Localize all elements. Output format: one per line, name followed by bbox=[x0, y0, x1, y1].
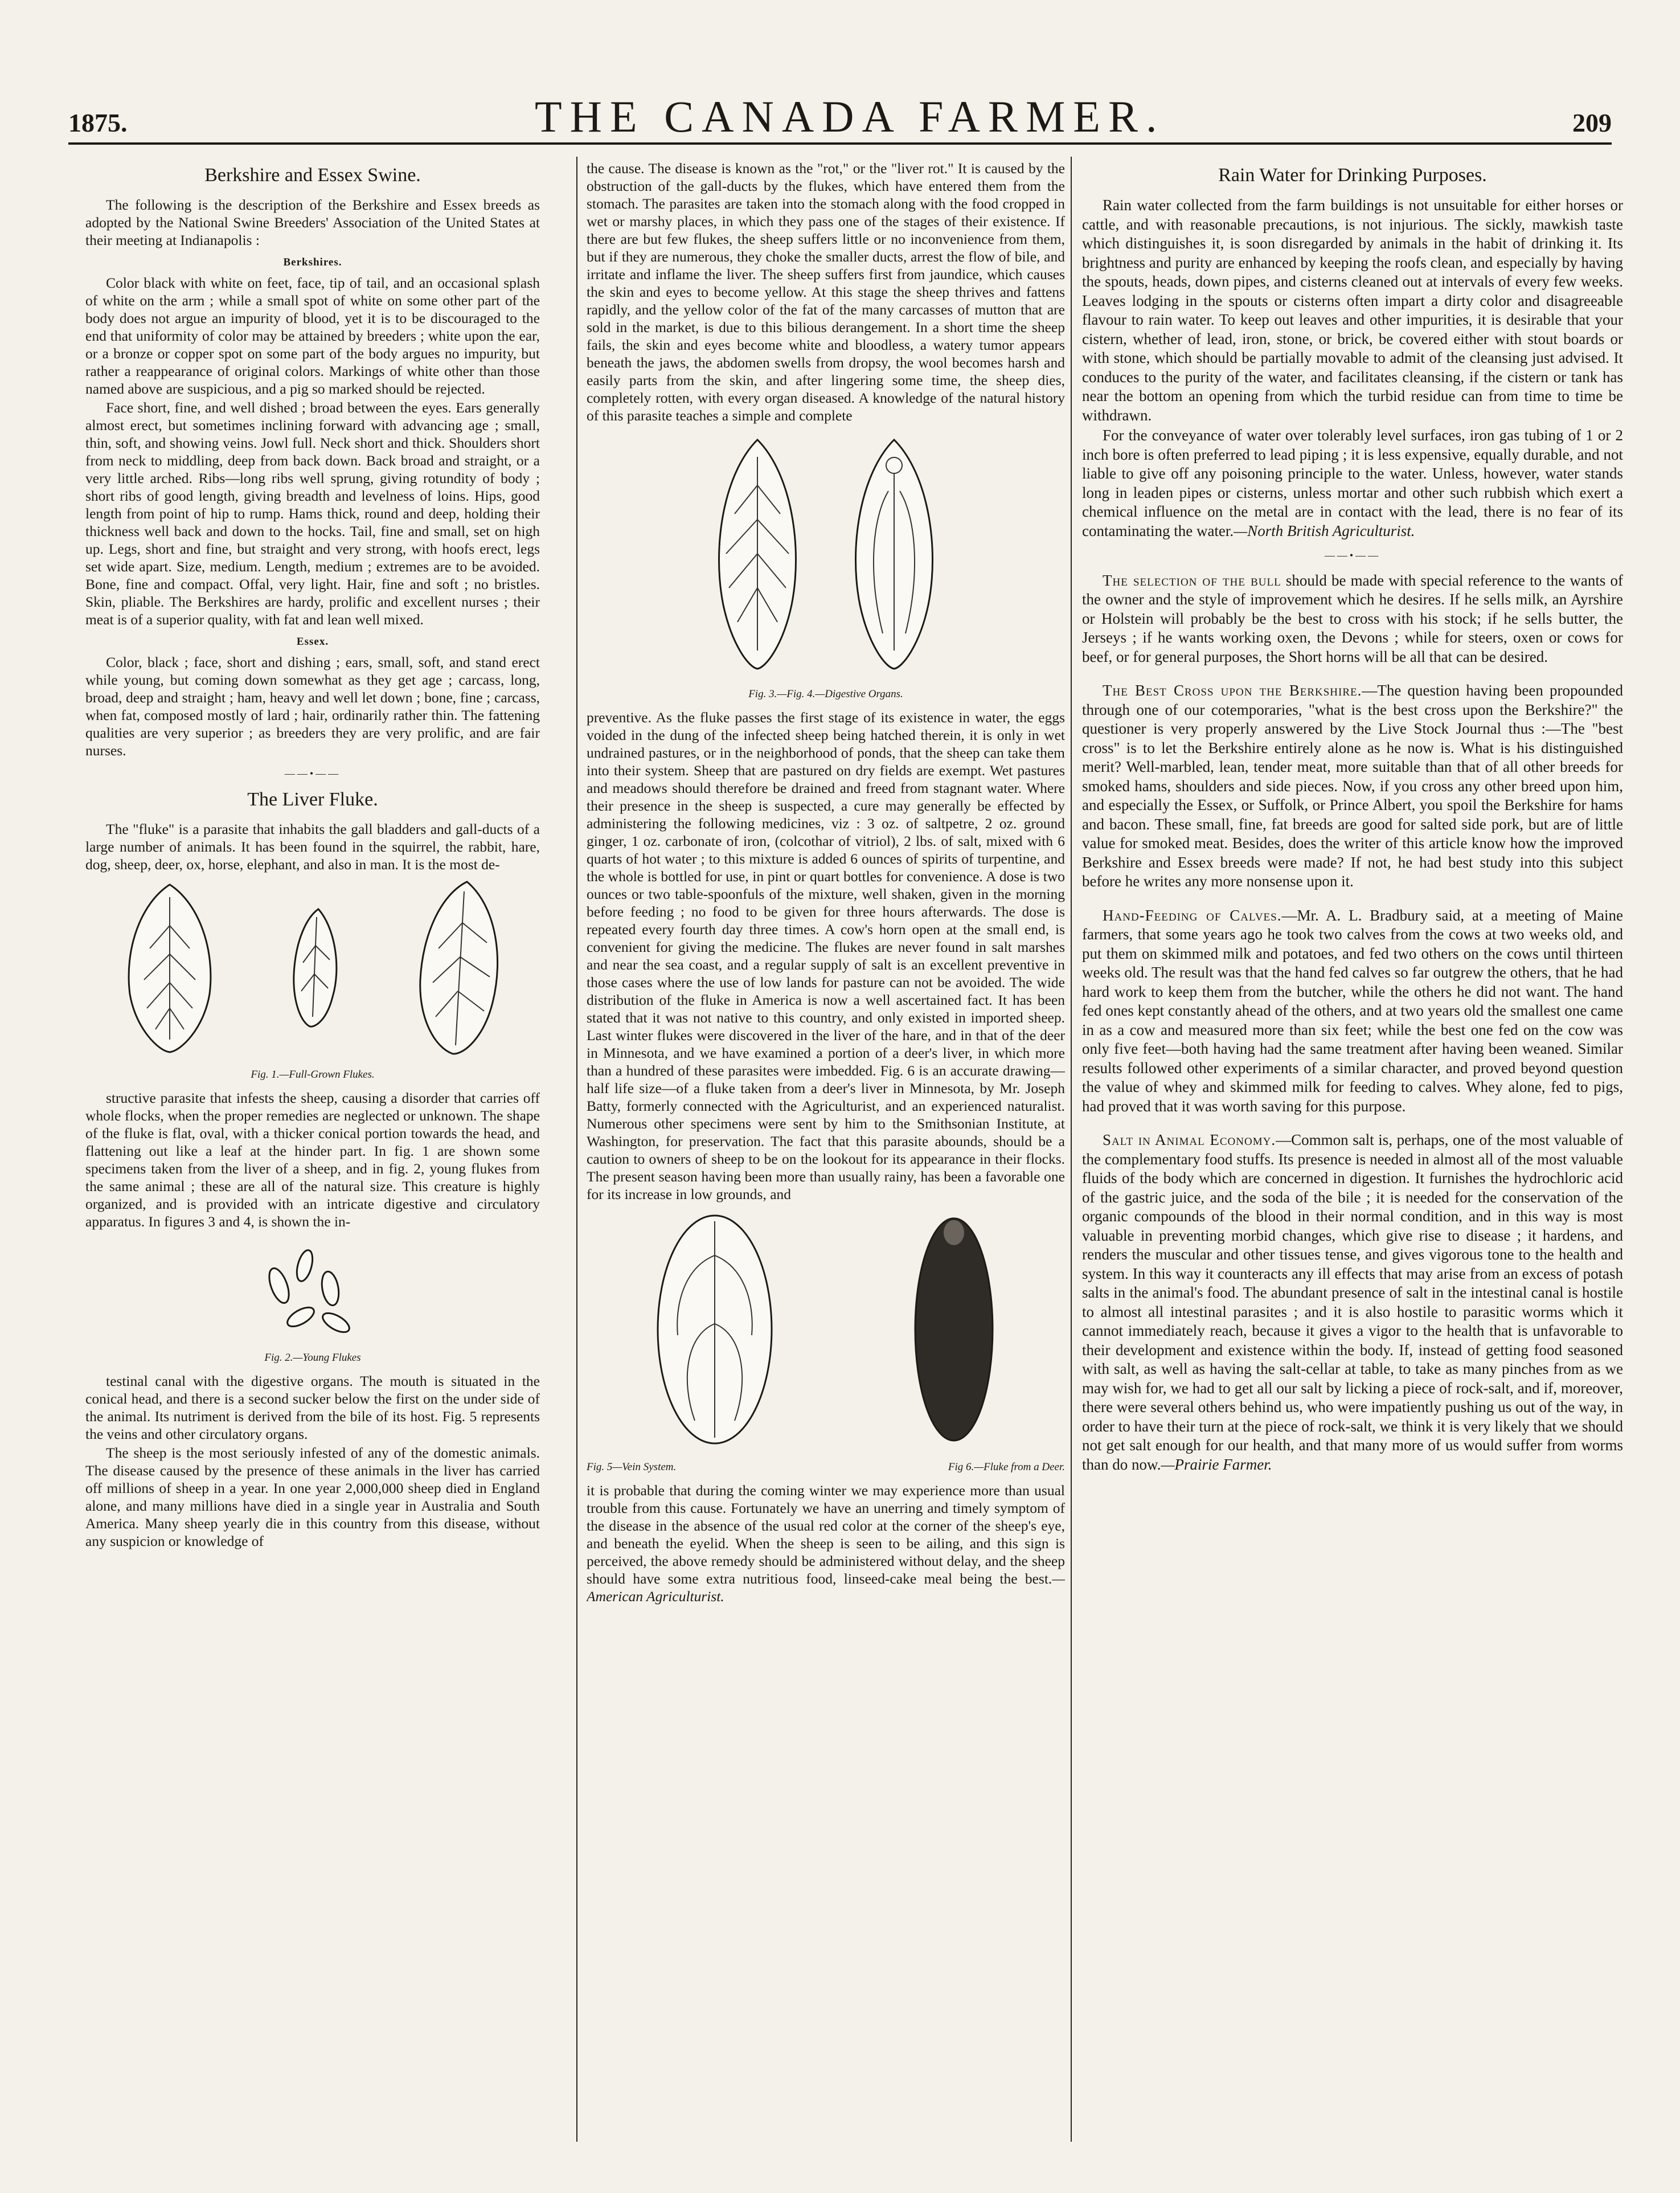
article-title-berkshire-essex: Berkshire and Essex Swine. bbox=[204, 165, 421, 186]
subheading-essex: Essex. bbox=[296, 636, 329, 648]
young-flukes-illustration bbox=[85, 1231, 540, 1345]
fluke-illustration bbox=[118, 880, 221, 1057]
issue-year: 1875. bbox=[68, 108, 128, 137]
newspaper-title: THE CANADA FARMER. bbox=[535, 92, 1165, 141]
column-right bbox=[1082, 159, 1623, 2142]
column-rule bbox=[576, 157, 577, 2142]
paragraph-lead: Hand-Feeding of Calves. bbox=[1103, 906, 1282, 924]
deer-fluke-illustration bbox=[908, 1210, 999, 1449]
article-text: should be made with special reference to the wants of the owner and the style of improvement which he desires. If he sells milk, an Ayrshire or Holstein will probably be the best to cross with his stock; if he sells butter, the Jerseys ; if he wants working oxen, the Devons ; while for steers, oxen or cows for beef, or for general purposes, the Short horns will be all that can be desired. bbox=[1082, 571, 1623, 665]
page-number: 209 bbox=[1572, 108, 1612, 137]
subheading-berkshires: Berkshires. bbox=[283, 256, 342, 268]
fluke-illustration bbox=[287, 906, 344, 1031]
figure-digestive-organs bbox=[587, 425, 1065, 703]
paragraph-lead: The Best Cross upon the Berkshire. bbox=[1103, 682, 1362, 699]
article-paragraph: Color black with white on feet, face, tip of tail, and an occasional splash of white on the arm ; while a small spot of white on some other part of the body does not argue an impurity of blood, yet it is to be discouraged to the end that uniformity of color may be attained by breeders ; white upon the ear, or a bronze or copper spot on some part of the body argues no impurity, but rather a reappearance of original colors. Markings of white other than those named above are suspicious, and a pig so marked should be rejected. bbox=[85, 275, 540, 397]
vein-system-illustration bbox=[652, 1210, 777, 1449]
paragraph-lead: The selection of the bull bbox=[1103, 571, 1281, 589]
article-paragraph bbox=[1082, 906, 1623, 1116]
article-text: For the conveyance of water over tolerably level surfaces, iron gas tubing of 1 or 2 inch bore is often preferred to lead piping ; it is less expensive, equally durable, and not liable to give off any poisoning principle to the water. Unless, however, water stands long in leaden pipes or cisterns, unless mortar and other such rubbish which exert a chemical influence on the metal are in contact with the lead, there is no fear of its contaminating the water. bbox=[1082, 427, 1623, 539]
column-left bbox=[85, 159, 540, 2142]
article-paragraph: The following is the description of the Berkshire and Essex breeds as adopted by the National Swine Breeders' Association of the United States at their meeting at Indianapolis : bbox=[85, 197, 540, 248]
article-paragraph: the cause. The disease is known as the "rot," or the "liver rot." It is caused by the obstruction of the gall-ducts by the flukes, which have entered them from the stomach. The parasites are taken into the stomach along with the food cropped in wet or marshy places, in which they pass one of the stages of their existence. If there are but few flukes, the sheep suffers little or no inconvenience from them, but if they are numerous, they choke the smaller ducts, arrest the flow of bile, and irritate and inflame the liver. The sheep suffers first from jaundice, which causes the skin and eyes to become yellow. At this stage the sheep thrives and fattens rapidly, and the yellow color of the fat of the many carcasses of mutton that are sold in the market, is due to this bilious derangement. In a short time the sheep fails, the skin and eyes become white and bloodless, a watery tumor appears beneath the jaws, the abdomen swells from dropsy, the wool becomes harsh and easily parts from the skin, and after lingering some time, the sheep dies, completely rotten, with every organ diseased. A knowledge of the natural history of this parasite teaches a simple and complete bbox=[587, 160, 1065, 424]
source-credit: —North British Agriculturist. bbox=[1234, 522, 1415, 539]
fluke-illustration bbox=[410, 877, 507, 1059]
article-title-liver-fluke: The Liver Fluke. bbox=[247, 789, 378, 810]
source-credit: —American Agriculturist. bbox=[587, 1570, 1065, 1605]
article-paragraph: Color, black ; face, short and dishing ; ears, small, soft, and stand erect while young, but coming down somewhat as they get age ; carcass, long, broad, deep and straight ; ham, heavy and well let down ; bone, fine ; carcass, when fat, composed mostly of lard ; hair, ordinarily rather thin. The fattening qualities are very superior ; as breeders they are very prolific, and are fair nurses. bbox=[85, 654, 540, 759]
section-divider: ——•—— bbox=[284, 768, 341, 779]
section-divider: ——•—— bbox=[1324, 550, 1381, 561]
paragraph-lead: Salt in Animal Economy. bbox=[1103, 1131, 1276, 1148]
figure-caption: Fig. 1.—Full-Grown Flukes. bbox=[251, 1069, 375, 1081]
source-credit: —Prairie Farmer. bbox=[1161, 1455, 1272, 1473]
column-middle bbox=[587, 159, 1065, 2142]
article-paragraph: The sheep is the most seriously infested of any of the domestic animals. The disease caused by the presence of these animals in the liver has carried off millions of sheep in a year. In one year 2,000,000 sheep died in England alone, and many millions have died in a single year in Australia and South America. Many sheep yearly die in this country from this disease, without any suspicion or knowledge of bbox=[85, 1445, 540, 1549]
figure-caption: Fig 6.—Fluke from a Deer. bbox=[948, 1461, 1065, 1473]
article-paragraph bbox=[1082, 426, 1623, 541]
article-paragraph: testinal canal with the digestive organs. The mouth is situated in the conical head, and there is a second sucker below the first on the under side of the animal. Its nutriment is derived from the bile of its host. Fig. 5 represents the veins and other circulatory organs. bbox=[85, 1373, 540, 1442]
figure-caption: Fig. 5—Vein System. bbox=[587, 1461, 677, 1473]
masthead bbox=[68, 85, 1612, 145]
article-title-rain-water: Rain Water for Drinking Purposes. bbox=[1218, 165, 1487, 186]
article-paragraph bbox=[587, 1482, 1065, 1605]
digestive-organ-illustration bbox=[706, 434, 809, 673]
figure-vein-and-deer-fluke bbox=[587, 1204, 1065, 1482]
article-text: —Mr. A. L. Bradbury said, at a meeting of Maine farmers, that some years ago he took two calves from the cows at two weeks old, and put them on skimmed milk and potatoes, and fed two others on the cows until thirteen weeks old. The result was that the hand fed calves so far outgrew the others, that he had hard work to keep them from the butcher, while the others he did not want. The hand fed ones kept constantly ahead of the others, and at two years old the smallest one came in as a cow and measured more than six feet; while the best one fed on the cow was only five feet—both having had the same treatment after having been weaned. Similar results followed other experiments of a similar character, and proved beyond question the value of whey and skimmed milk for feeding to calves. Whey alone, fed to pigs, had proved that it was worth saving for this purpose. bbox=[1082, 906, 1623, 1115]
article-text: —The question having been propounded through one of our cotemporaries, "what is the best cross upon the Berkshire?" the questioner is very properly answered by the Live Stock Journal thus :—The "best cross" is to let the Berkshire entirely alone as he now is. What is his distinguished merit? Well-marbled, lean, tender meat, more suitable than that of all other breeds for smoked hams, shoulders and side pieces. Now, if you cross any other breed upon him, and especially the Essex, or Suffolk, or Prince Albert, you spoil the Berkshire for hams and bacon. These small, fine, fat breeds are good for salted side pork, but are of little value for smoked meat. Besides, does the writer of this article know how the improved Berkshire and Essex breeds were made? If not, he had best study into this subject before he writes any more nonsense upon it. bbox=[1082, 682, 1623, 890]
article-paragraph: The "fluke" is a parasite that inhabits the gall bladders and gall-ducts of a large number of animals. It has been found in the squirrel, the rabbit, hare, dog, sheep, deer, ox, horse, elephant, and also in man. It is the most de- bbox=[85, 821, 540, 873]
figure-caption: Fig. 3.—Fig. 4.—Digestive Organs. bbox=[748, 688, 903, 700]
article-paragraph: preventive. As the fluke passes the first stage of its existence in water, the eggs voided in the dung of the infected sheep being hatched therein, it is only in wet undrained pastures, or in the neighborhood of ponds, that the sheep can take them into their system. Sheep that are pastured on dry fields are exempt. Wet pastures and meadows should therefore be drained and freed from stagnant water. Where their presence in the sheep is suspected, a cure may generally be effected by administering the following medicines, viz : 3 oz. of saltpetre, 2 oz. ground ginger, 1 oz. carbonate of iron, (colcothar of vitriol), 2 lbs. of salt, mixed with 6 quarts of hot water ; to this mixture is added 6 ounces of spirits of turpentine, and the whole is bottled for use, in pint or quart bottles for convenience. A dose is two ounces or two table-spoonfuls of the mixture, well shaken, given in the morning before feeding ; no food to be given for three hours afterwards. The dose is repeated every fourth day three times. A cow's horn open at the small end, is convenient for giving the medicine. The flukes are never found in salt marshes and near the sea coast, and a regular supply of salt is an excellent preventive in those cases where the use of low lands for pasture can not be avoided. The wide distribution of the fluke in America is now a well ascertained fact. It has been stated that it was not native to this country, and only existed in imported sheep. Last winter flukes were discovered in the liver of the hare, and in that of the deer in Minnesota, and we have examined a portion of a deer's liver, in which more than a hundred of these parasites were imbedded. Fig. 6 is an accurate drawing—half life size—of a fluke taken from a deer's liver in Minnesota, by Mr. Joseph Batty, formerly connected with the Agriculturist, and an experienced naturalist. Numerous other specimens were sent by him to the Smithsonian Institute, at Washington, for preservation. The fact that this parasite abounds, should be a caution to owners of sheep to be on the lookout for its appearance in their flocks. The present season having been more than usually rainy, has been a favorable one for its increase in low grounds, and bbox=[587, 709, 1065, 1202]
article-paragraph bbox=[1082, 571, 1623, 667]
article-paragraph: structive parasite that infests the sheep, causing a disorder that carries off whole flocks, when the proper remedies are neglected or unknown. The shape of the fluke is flat, oval, with a thicker conical portion towards the head, and flattening out like a leaf at the hinder part. In fig. 1 are shown some specimens taken from the liver of a sheep, and in fig. 2, young flukes from the same animal ; these are all of the natural size. This creature is highly organized, and is provided with an intricate digestive and circulatory apparatus. In figures 3 and 4, is shown the in- bbox=[85, 1090, 540, 1230]
digestive-organ-illustration bbox=[843, 434, 945, 673]
article-text: —Common salt is, perhaps, one of the most valuable of the complementary food stuffs. Its presence is needed in almost all of the most valuable fluids of the body which are concerned in digestion. It furnishes the hydrochloric acid of the gastric juice, and the soda of the bile ; it is needed for the conservation of the organic compounds of the blood in their normal condition, and in this way is most valuable in preventing morbid changes, which give rise to disease ; it hardens, and renders the muscular and other tissues tense, and gives vigorous tone to the health and system. In this way it counteracts any ill effects that may arise from an excess of potash salts in the animal's food. The abundant presence of salt in the intestinal canal is hostile to almost all intestinal parasites ; and it is also hostile to parasitic worms which it cannot immediately reach, because it gives a vigor to the health that is unfavorable to their development and existence within the body. If, instead of getting food seasoned with salt, as well as having the salt-cellar at table, to take as many pinches from as we may wish for, we had to get all our salt by licking a piece of rock-salt, and if, moreover, there were several others behind us, who were impatiently pushing us out of the way, in order to have their turn at the piece of rock-salt, we think it is very likely that we should not get salt enough for our health, and that many more of us would suffer from worms than do now. bbox=[1082, 1131, 1623, 1473]
article-paragraph bbox=[1082, 681, 1623, 891]
article-paragraph bbox=[1082, 1131, 1623, 1474]
article-text: it is probable that during the coming winter we may experience more than usual trouble from this cause. Fortunately we have an unerring and timely symptom of the disease in the absence of the usual red color at the corner of the sheep's eye, and beneath the eyelid. When the sheep is seen to be ailing, and this sign is perceived, the above remedy should be administered without delay, and the sheep should have some extra nutritious food, linseed-cake meal being the best. bbox=[587, 1482, 1065, 1587]
figure-caption: Fig. 2.—Young Flukes bbox=[264, 1352, 361, 1364]
column-rule bbox=[1071, 157, 1072, 2142]
article-paragraph: Rain water collected from the farm buildings is not unsuitable for either horses or cattle, and with reasonable precautions, is not injurious. The sickly, mawkish taste which distinguishes it, is soon disregarded by animals in the habit of drinking it. Its brightness and purity are enhanced by keeping the roofs clean, and especially by having the spouts, heads, down pipes, and cisterns cleaned out at intervals of every few weeks. Leaves lodging in the spouts or cisterns often impart a dirty color and disagreeable flavour to rain water. To keep out leaves and other impurities, it is desirable that your cistern, whether of lead, iron, stone, or brick, be covered either with stout boards or with stone, which should be partially movable to admit of the cleansing just advised. It conduces to the purity of the water, and facilitates cleansing, if the cistern or tank has near the bottom an opening from which the turbid residue can from time to time be withdrawn. bbox=[1082, 197, 1623, 424]
article-paragraph: Face short, fine, and well dished ; broad between the eyes. Ears generally almost erect, but sometimes inclining forward with advancing age ; small, thin, soft, and showing veins. Jowl full. Neck short and thick. Shoulders short from neck to middling, deep from back down. Back broad and straight, or a very little arched. Ribs—long ribs well sprung, giving rotundity of body ; short ribs of good length, giving breadth and levelness of loins. Hips, good length from point of hip to rump. Hams thick, round and deep, holding their thickness well back and down to the hocks. Tail, fine and small, set on high up. Legs, short and fine, but straight and very strong, with hoofs erect, legs set wide apart. Size, medium. Length, medium ; extremes are to be avoided. Bone, fine and compact. Offal, very light. Hair, fine and soft ; no bristles. Skin, pliable. The Berkshires are hardy, prolific and excellent nurses ; their meat is of a superior quality, with fat and lean well mixed. bbox=[85, 399, 540, 628]
figure-full-grown-flukes bbox=[85, 874, 540, 1083]
figure-young-flukes bbox=[85, 1231, 540, 1366]
